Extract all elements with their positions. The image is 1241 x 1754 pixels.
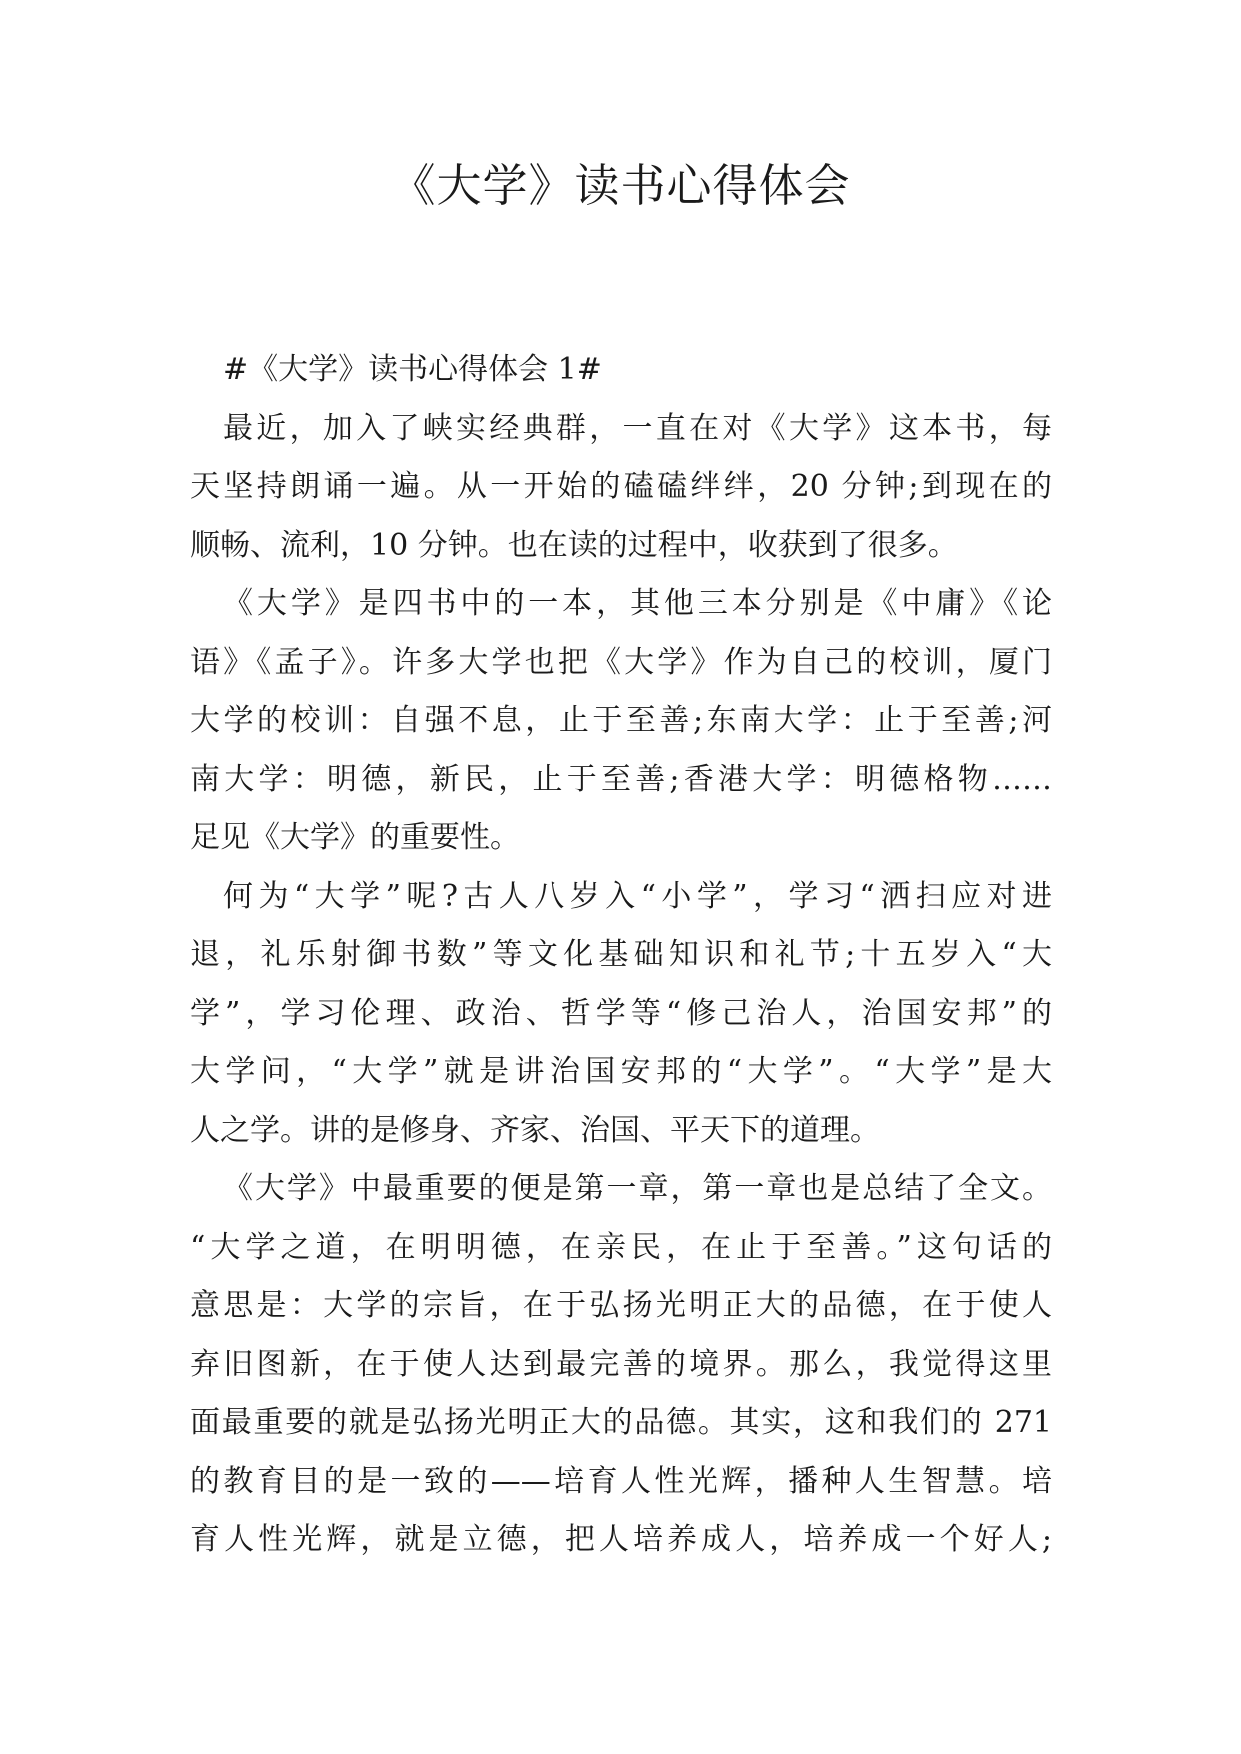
text-line: 最近，加入了峡实经典群，一直在对《大学》这本书，每 — [223, 410, 1052, 446]
paragraph-3 — [190, 868, 1052, 1161]
text-line: 天坚持朗诵一遍。从一开始的磕磕绊绊，20 分钟;到现在的 — [190, 469, 1052, 504]
text-line: 大学问，“大学”就是讲治国安邦的“大学”。“大学”是大 — [190, 1054, 1052, 1089]
text-line: 顺畅、流利，10 分钟。也在读的过程中，收获到了很多。 — [190, 527, 958, 563]
text-line: 何为“大学”呢?古人八岁入“小学”，学习“洒扫应对进 — [223, 878, 1052, 914]
text-line: 的教育目的是一致的——培育人性光辉，播种人生智慧。培 — [190, 1463, 1052, 1499]
text-line: 意思是：大学的宗旨，在于弘扬光明正大的品德，在于使人 — [190, 1288, 1052, 1323]
text-line: 弃旧图新，在于使人达到最完善的境界。那么，我觉得这里 — [190, 1346, 1052, 1382]
paragraph-4 — [190, 1160, 1052, 1570]
text-line: 学”，学习伦理、政治、哲学等“修己治人，治国安邦”的 — [190, 995, 1052, 1031]
text-line: 《大学》中最重要的便是第一章，第一章也是总结了全文。 — [223, 1171, 1052, 1206]
document-body — [190, 341, 1052, 1570]
text-line: 《大学》是四书中的一本，其他三本分别是《中庸》《论 — [223, 586, 1052, 621]
text-line: 面最重要的就是弘扬光明正大的品德。其实，这和我们的 271 — [190, 1405, 1052, 1440]
text-line: 南大学：明德，新民，止于至善;香港大学：明德格物…… — [190, 761, 1052, 797]
text-line: 育人性光辉，就是立德，把人培养成人，培养成一个好人; — [190, 1522, 1052, 1557]
section-heading: #《大学》读书心得体会 1# — [223, 352, 602, 387]
paragraph-1 — [190, 400, 1052, 576]
text-line: “大学之道，在明明德，在亲民，在止于至善。”这句话的 — [190, 1229, 1052, 1265]
text-line: 退，礼乐射御书数”等文化基础知识和礼节;十五岁入“大 — [190, 937, 1052, 972]
paragraph-2 — [190, 575, 1052, 868]
document-title: 《大学》读书心得体会 — [390, 159, 851, 212]
text-line: 大学的校训：自强不息，止于至善;东南大学：止于至善;河 — [190, 703, 1052, 738]
text-line: 语》《孟子》。许多大学也把《大学》作为自己的校训，厦门 — [190, 644, 1052, 680]
text-line: 足见《大学》的重要性。 — [190, 820, 520, 855]
text-line: 人之学。讲的是修身、齐家、治国、平天下的道理。 — [190, 1112, 880, 1148]
